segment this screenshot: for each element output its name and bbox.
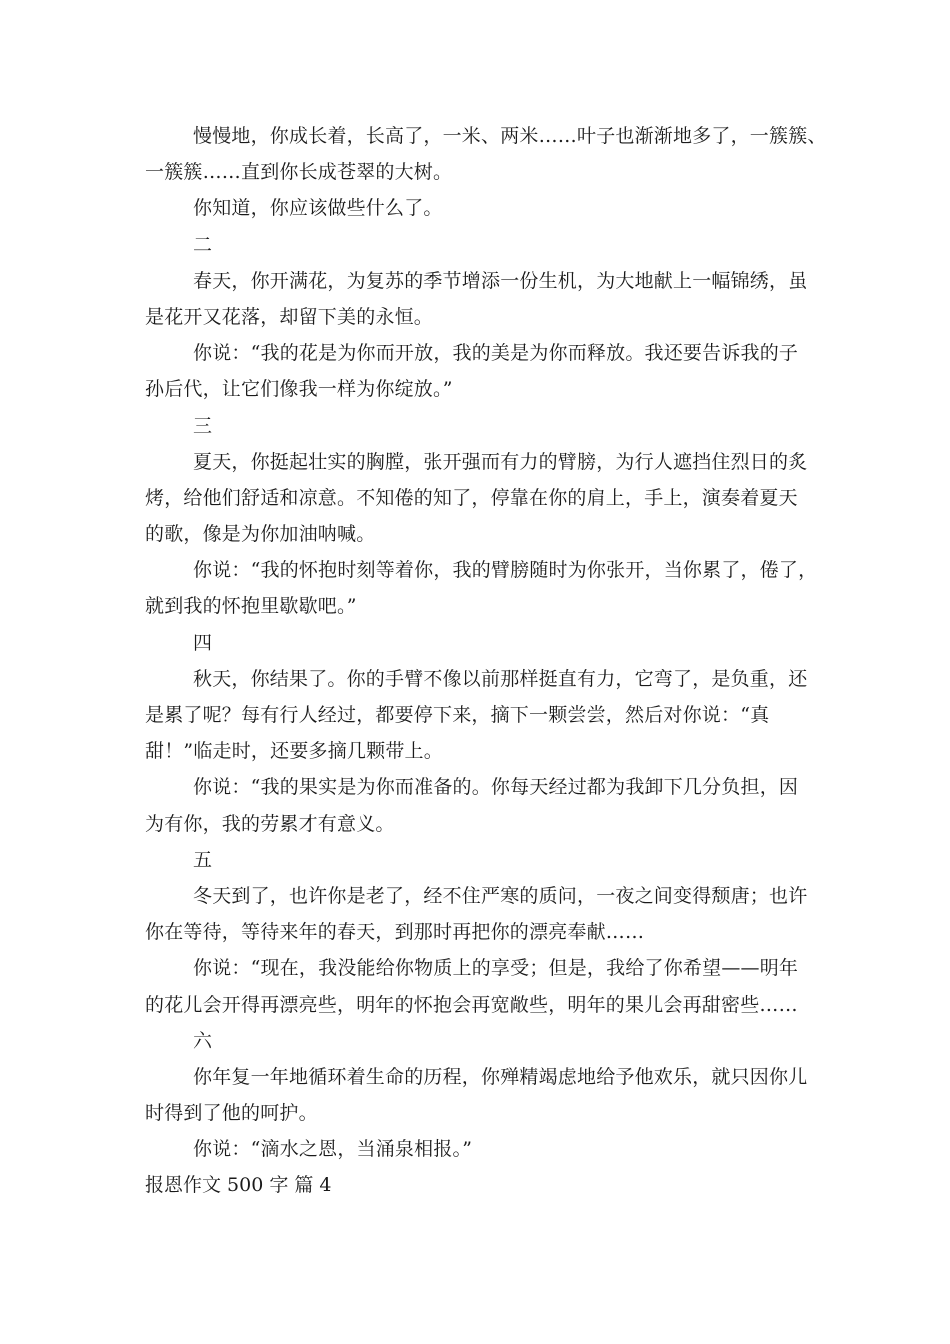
text-line: 夏天，你挺起壮实的胸膛，张开强而有力的臂膀，为行人遮挡住烈日的炙: [193, 450, 808, 473]
text-line: 你说：“滴水之恩，当涌泉相报。”: [193, 1138, 473, 1161]
text-line: 冬天到了，也许你是老了，经不住严寒的质问，一夜之间变得颓唐；也许: [193, 884, 808, 907]
text-line: 二: [193, 233, 213, 256]
text-line: 一簇簇……直到你长成苍翠的大树。: [145, 161, 453, 184]
text-line: 就到我的怀抱里歇歇吧。”: [145, 595, 357, 618]
text-line: 三: [193, 414, 213, 437]
document-body: [145, 118, 825, 1204]
text-line: 的花儿会开得再漂亮些，明年的怀抱会再宽敞些，明年的果儿会再甜密些……: [145, 993, 798, 1016]
text-line: 你说：“我的花是为你而开放，我的美是为你而释放。我还要告诉我的子: [193, 342, 799, 365]
text-line: 甜！”临走时，还要多摘几颗带上。: [145, 740, 443, 763]
text-line: 时得到了他的呵护。: [145, 1102, 318, 1125]
text-line: 春天，你开满花，为复苏的季节增添一份生机，为大地献上一幅锦绣，虽: [193, 269, 808, 292]
text-line: 为有你，我的劳累才有意义。: [145, 812, 395, 835]
text-line: 四: [193, 631, 213, 654]
text-line: 是累了呢？每有行人经过，都要停下来，摘下一颗尝尝，然后对你说：“真: [145, 704, 770, 726]
text-line: 你在等待，等待来年的春天，到那时再把你的漂亮奉献……: [145, 921, 645, 944]
text-line: 烤，给他们舒适和凉意。不知倦的知了，停靠在你的肩上，手上，演奏着夏天: [145, 486, 798, 509]
text-line: 你说：“现在，我没能给你物质上的享受；但是，我给了你希望——明年: [193, 957, 799, 980]
text-line: 孙后代，让它们像我一样为你绽放。”: [145, 378, 453, 401]
text-line: 六: [193, 1029, 213, 1052]
section-title: 报恩作文 500 字 篇 4: [145, 1174, 332, 1197]
text-line: 是花开又花落，却留下美的永恒。: [145, 305, 434, 328]
paragraph-lines: [145, 118, 825, 1167]
text-line: 秋天，你结果了。你的手臂不像以前那样挺直有力，它弯了，是负重，还: [193, 667, 808, 690]
text-line: 五: [193, 848, 213, 871]
text-line: 的歌，像是为你加油呐喊。: [145, 523, 376, 546]
text-line: 你年复一年地循环着生命的历程，你殚精竭虑地给予他欢乐，就只因你儿: [193, 1065, 808, 1088]
text-line: 你知道，你应该做些什么了。: [193, 197, 443, 220]
text-line: 你说：“我的怀抱时刻等着你，我的臂膀随时为你张开，当你累了，倦了，: [193, 559, 818, 582]
text-line: 慢慢地，你成长着，长高了，一米、两米……叶子也渐渐地多了，一簇簇、: [193, 125, 827, 147]
text-line: 你说：“我的果实是为你而准备的。你每天经过都为我卸下几分负担，因: [193, 776, 799, 799]
